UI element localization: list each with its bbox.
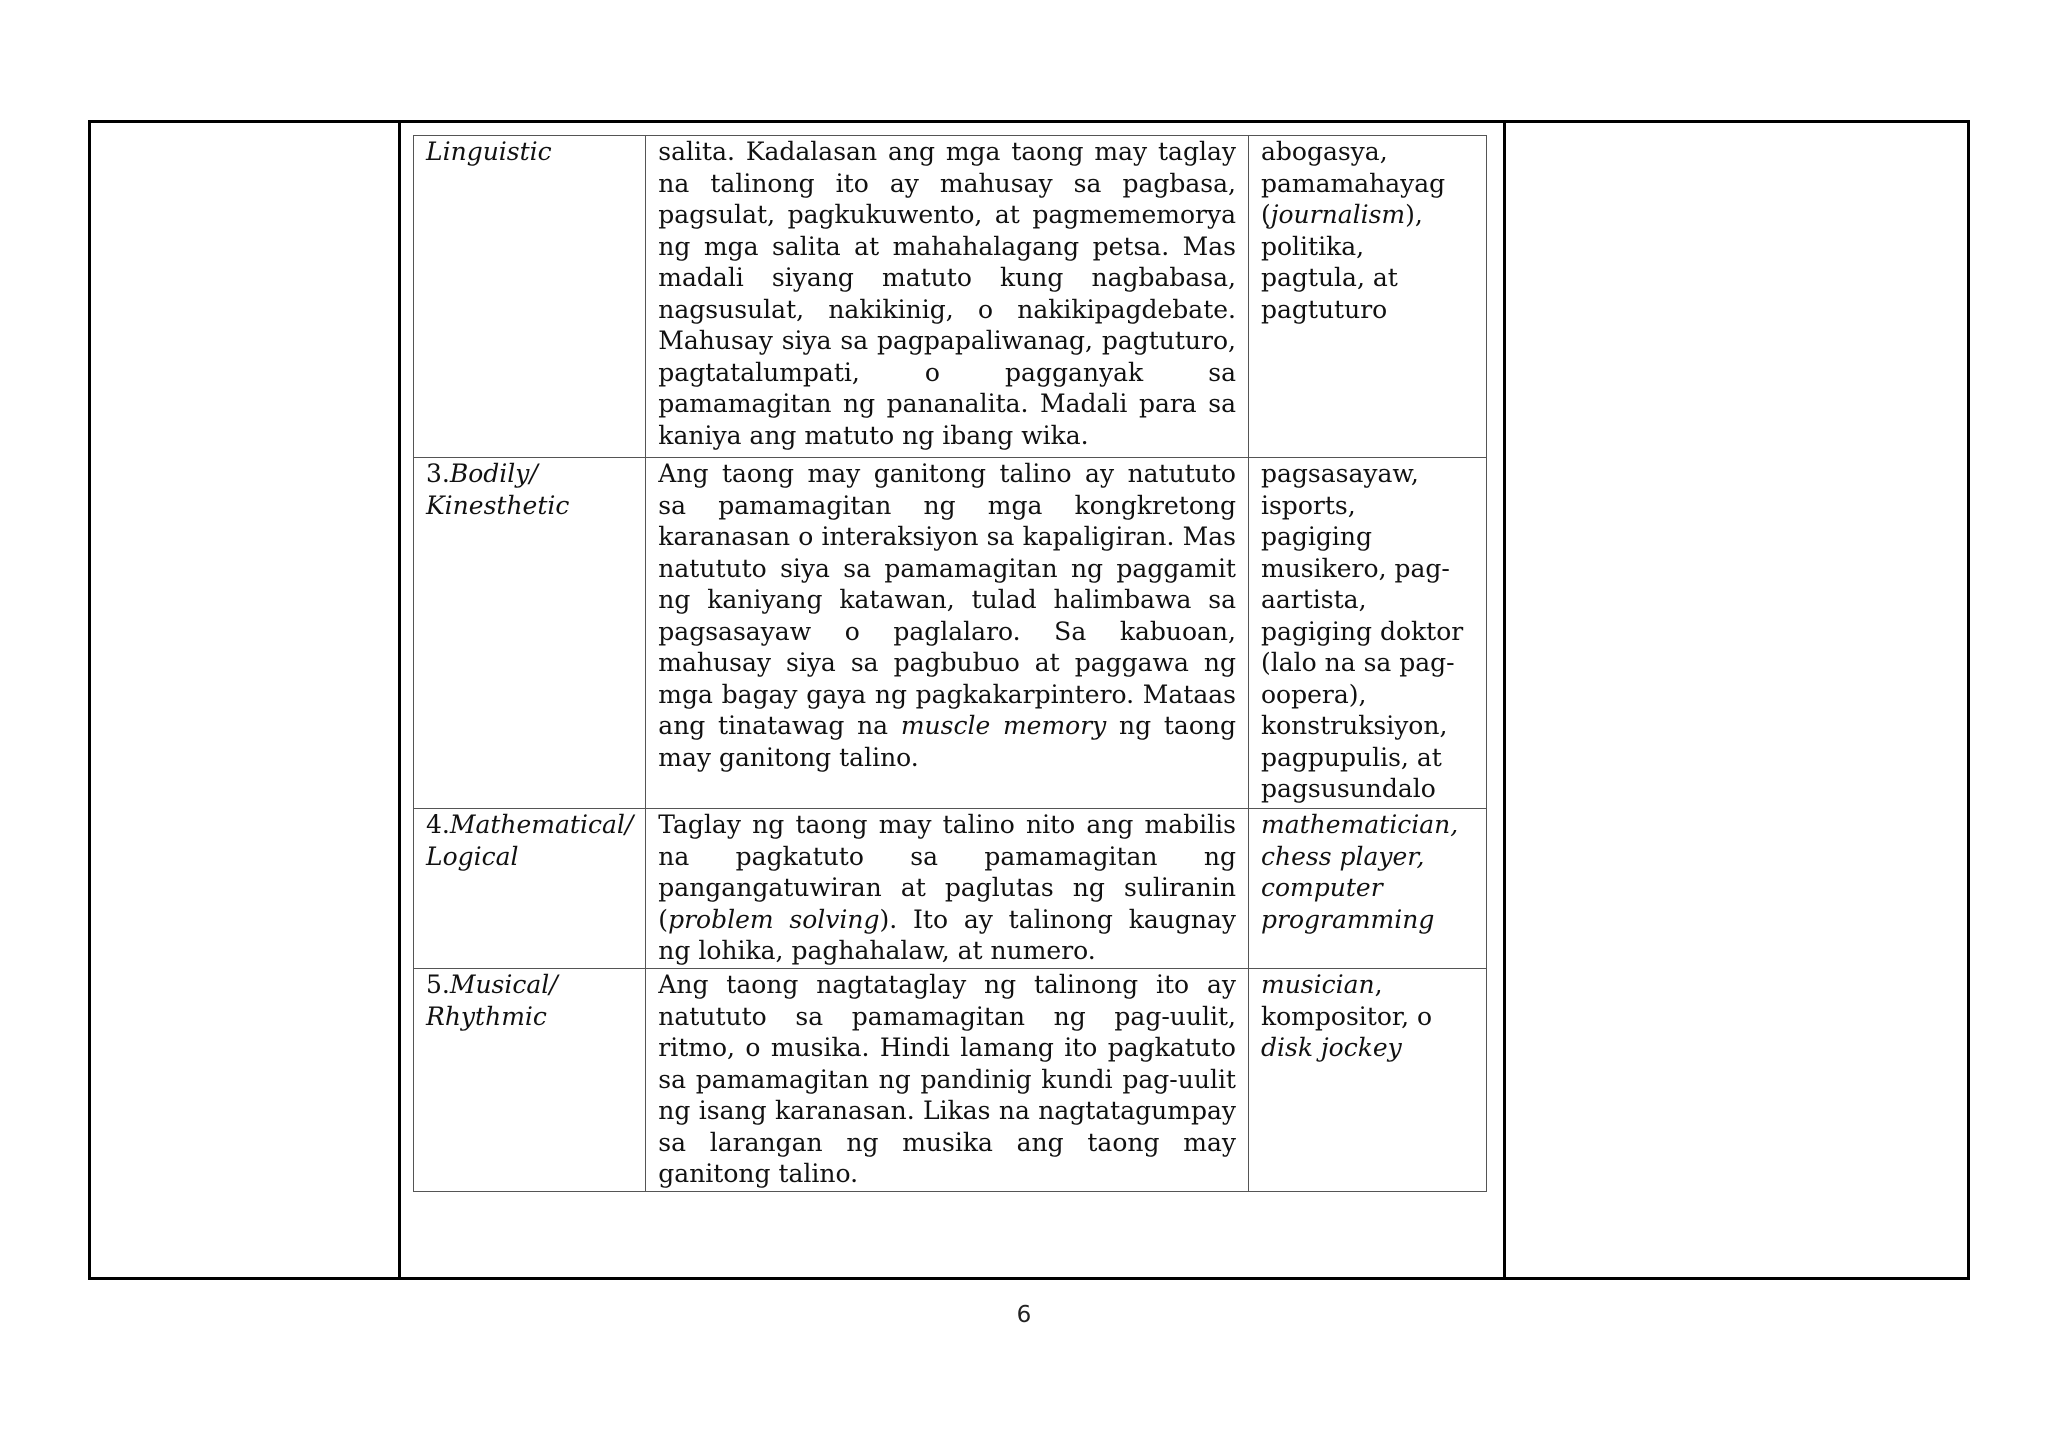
- outer-middle-column: [401, 123, 1506, 1277]
- table-row: [414, 136, 1487, 458]
- intelligence-name: Mathematical/ Logical: [426, 810, 634, 871]
- careers-text-italic: mathematician, chess player, computer programming: [1260, 810, 1459, 934]
- description-cell: [646, 969, 1249, 1192]
- intelligence-name: Linguistic: [426, 137, 552, 166]
- intelligence-cell: [414, 809, 646, 969]
- description-text: Taglay ng taong may talino nito ang mabilis na pagkatuto sa pamamagitan ng pangangatuwiran at paglutas ng suliranin (: [658, 810, 1236, 934]
- intelligence-cell: [414, 136, 646, 458]
- careers-cell: [1248, 458, 1486, 809]
- description-cell: [646, 458, 1249, 809]
- careers-cell: [1248, 969, 1486, 1192]
- row-number: 5.: [426, 970, 450, 999]
- intelligence-name: Musical/ Rhythmic: [426, 970, 558, 1031]
- careers-text: pagsasayaw, isports, pagiging musikero, pag-aartista, pagiging doktor (lalo na sa pag-oopera), konstruksiyon, pagpupulis, at pagsusundalo: [1260, 459, 1464, 803]
- intelligence-cell: [414, 969, 646, 1192]
- page-number: 6: [1016, 1302, 1032, 1328]
- row-number: 3.: [426, 459, 450, 488]
- outer-lesson-table: [88, 120, 1970, 1280]
- row-number: 4.: [426, 810, 450, 839]
- intelligence-name: Bodily/ Kinesthetic: [426, 459, 570, 520]
- careers-cell: [1248, 809, 1486, 969]
- outer-right-column: [1506, 123, 1967, 1277]
- description-text: Ang taong nagtataglay ng talinong ito ay natututo sa pamamagitan ng pag-uulit, ritmo, o musika. Hindi lamang ito pagkatuto sa pamamagitan ng pandinig kundi pag-uulit ng isang karanasan. Likas na nagtatagumpay sa larangan ng musika ang taong may ganitong talino.: [658, 970, 1236, 1188]
- description-text: ). Ito ay talinong kaugnay ng lohika, paghahalaw, at numero.: [658, 904, 1236, 965]
- description-cell: [646, 136, 1249, 458]
- careers-text-italic: disk jockey: [1260, 1033, 1402, 1062]
- careers-text-italic: musician: [1260, 970, 1375, 999]
- careers-text: , kompositor, o: [1260, 970, 1433, 1031]
- description-text: ng taong may ganitong talino.: [658, 711, 1236, 772]
- intelligence-cell: [414, 458, 646, 809]
- careers-text: ), politika, pagtula, at pagtuturo: [1260, 200, 1423, 324]
- careers-cell: [1248, 136, 1486, 458]
- table-row: [414, 969, 1487, 1192]
- description-text-italic: muscle memory: [900, 711, 1107, 740]
- outer-left-column: [91, 123, 401, 1277]
- intelligence-table: [413, 135, 1487, 1192]
- description-text-italic: problem solving: [668, 904, 880, 934]
- careers-text-italic: journalism: [1270, 200, 1406, 229]
- table-row: [414, 458, 1487, 809]
- careers-text: abogasya, pamamahayag (: [1260, 137, 1446, 229]
- table-row: [414, 809, 1487, 969]
- description-text: Ang taong may ganitong talino ay natututo sa pamamagitan ng mga kongkretong karanasan o interaksiyon sa kapaligiran. Mas natututo siya sa pamamagitan ng paggamit ng kaniyang katawan, tulad halimbawa sa pagsasayaw o paglalaro. Sa kabuoan, mahusay siya sa pagbubuo at paggawa ng mga bagay gaya ng pagkakarpintero. Mataas ang tinatawag na: [658, 459, 1236, 740]
- description-text: salita. Kadalasan ang mga taong may taglay na talinong ito ay mahusay sa pagbasa, pagsulat, pagkukuwento, at pagmememorya ng mga salita at mahahalagang petsa. Mas madali siyang matuto kung nagbabasa, nagsusulat, nakikinig, o nakikipagdebate. Mahusay siya sa pagpapaliwanag, pagtuturo, pagtatalumpati, o pagganyak sa pamamagitan ng pananalita. Madali para sa kaniya ang matuto ng ibang wika.: [658, 137, 1236, 450]
- description-cell: [646, 809, 1249, 969]
